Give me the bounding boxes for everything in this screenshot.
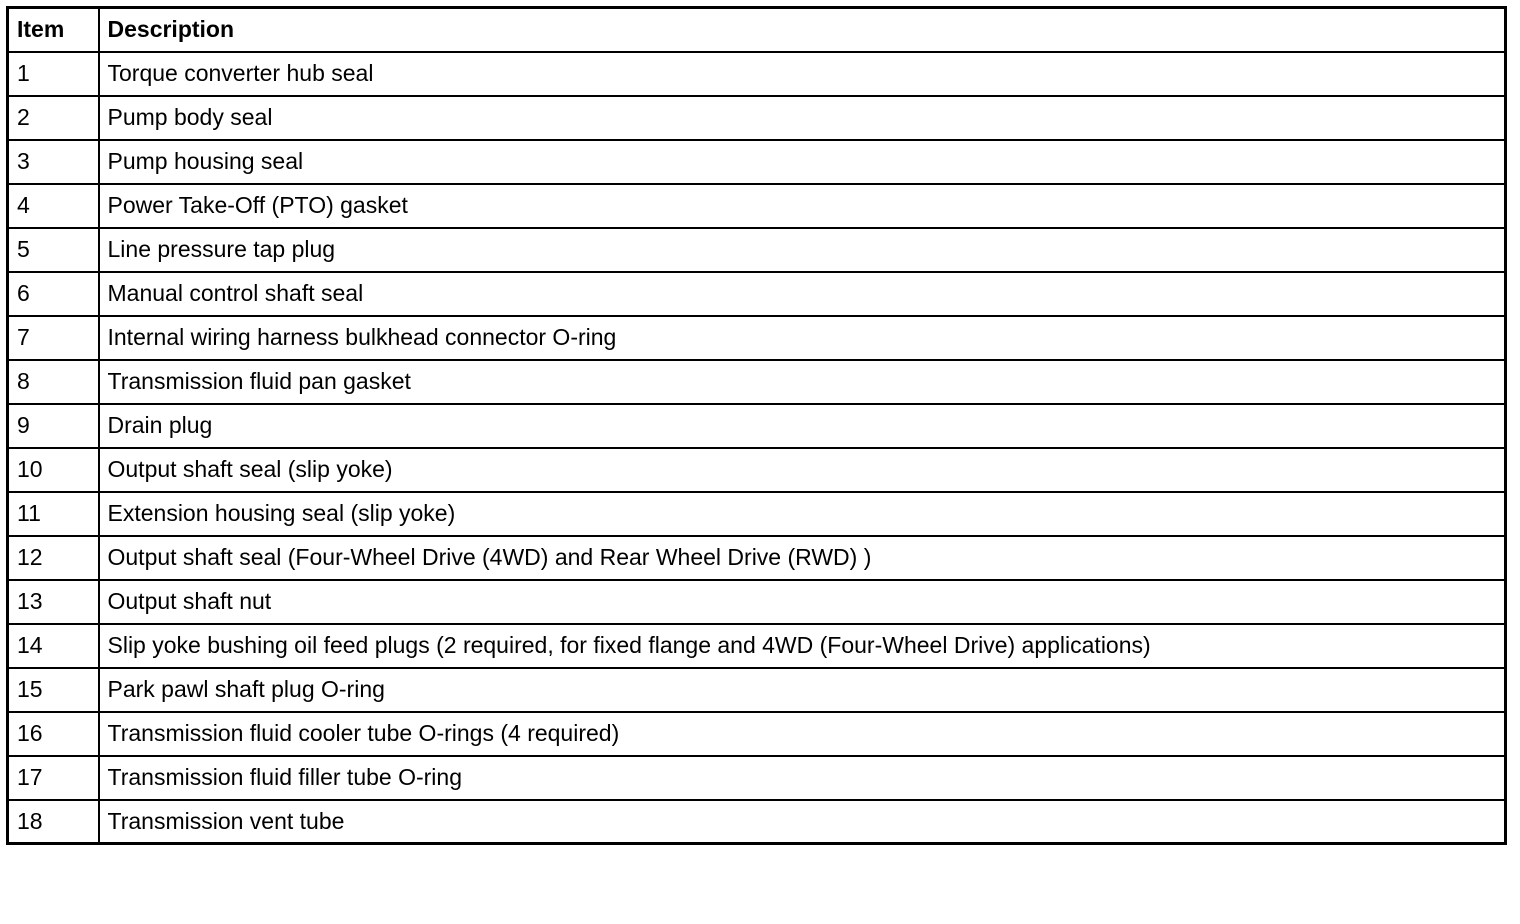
- item-number: 17: [8, 756, 99, 800]
- item-number: 14: [8, 624, 99, 668]
- item-description: Transmission fluid filler tube O-ring: [99, 756, 1506, 800]
- item-number: 15: [8, 668, 99, 712]
- item-description: Park pawl shaft plug O-ring: [99, 668, 1506, 712]
- parts-table: [6, 6, 1507, 845]
- table-row: [8, 184, 1506, 228]
- item-description: Torque converter hub seal: [99, 52, 1506, 96]
- item-number: 18: [8, 800, 99, 844]
- item-description: Transmission fluid pan gasket: [99, 360, 1506, 404]
- item-number: 5: [8, 228, 99, 272]
- item-number: 6: [8, 272, 99, 316]
- item-number: 7: [8, 316, 99, 360]
- item-number: 10: [8, 448, 99, 492]
- table-row: [8, 52, 1506, 96]
- item-number: 2: [8, 96, 99, 140]
- item-number: 8: [8, 360, 99, 404]
- item-description: Output shaft seal (slip yoke): [99, 448, 1506, 492]
- table-row: [8, 448, 1506, 492]
- table-row: [8, 404, 1506, 448]
- item-description: Internal wiring harness bulkhead connector O-ring: [99, 316, 1506, 360]
- table-row: [8, 140, 1506, 184]
- table-row: [8, 492, 1506, 536]
- item-description: Output shaft nut: [99, 580, 1506, 624]
- item-description: Drain plug: [99, 404, 1506, 448]
- item-number: 13: [8, 580, 99, 624]
- table-row: [8, 800, 1506, 844]
- item-number: 12: [8, 536, 99, 580]
- table-row: [8, 580, 1506, 624]
- item-number: 3: [8, 140, 99, 184]
- item-description: Pump housing seal: [99, 140, 1506, 184]
- table-row: [8, 668, 1506, 712]
- item-description: Pump body seal: [99, 96, 1506, 140]
- item-description: Output shaft seal (Four-Wheel Drive (4WD) and Rear Wheel Drive (RWD) ): [99, 536, 1506, 580]
- table-row: [8, 96, 1506, 140]
- table-row: [8, 316, 1506, 360]
- item-number: 1: [8, 52, 99, 96]
- item-description: Transmission fluid cooler tube O-rings (4 required): [99, 712, 1506, 756]
- table-row: [8, 756, 1506, 800]
- item-description: Transmission vent tube: [99, 800, 1506, 844]
- item-description: Manual control shaft seal: [99, 272, 1506, 316]
- table-header-row: [8, 8, 1506, 52]
- item-number: 9: [8, 404, 99, 448]
- table-row: [8, 624, 1506, 668]
- item-description: Extension housing seal (slip yoke): [99, 492, 1506, 536]
- header-description: Description: [99, 8, 1506, 52]
- item-number: 11: [8, 492, 99, 536]
- item-description: Line pressure tap plug: [99, 228, 1506, 272]
- item-description: Slip yoke bushing oil feed plugs (2 required, for fixed flange and 4WD (Four-Wheel Drive) applications): [99, 624, 1506, 668]
- item-number: 4: [8, 184, 99, 228]
- table-row: [8, 360, 1506, 404]
- header-item: Item: [8, 8, 99, 52]
- item-description: Power Take-Off (PTO) gasket: [99, 184, 1506, 228]
- table-row: [8, 536, 1506, 580]
- table-row: [8, 272, 1506, 316]
- table-row: [8, 228, 1506, 272]
- item-number: 16: [8, 712, 99, 756]
- table-row: [8, 712, 1506, 756]
